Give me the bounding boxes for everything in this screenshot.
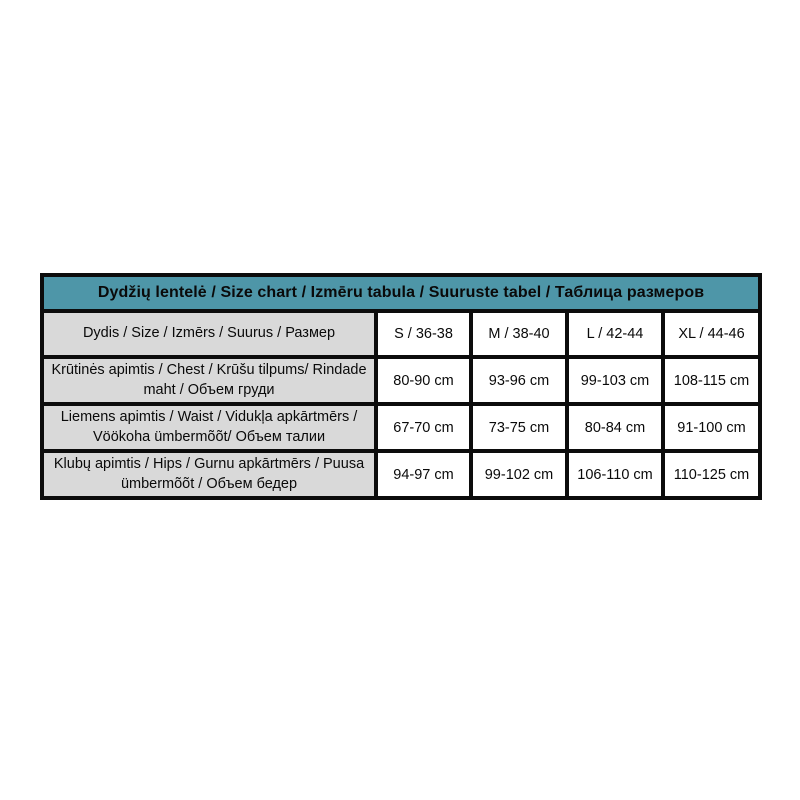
size-cell-m: M / 38-40 [471, 311, 567, 357]
row-label-hips: Klubų apimtis / Hips / Gurnu apkārtmērs / Puusa ümbermõõt / Объем бедер [42, 451, 376, 498]
table-row-chest [42, 357, 760, 404]
size-cell-xl: XL / 44-46 [663, 311, 760, 357]
chest-value-xl: 108-115 cm [663, 357, 760, 404]
waist-value-s: 67-70 cm [376, 404, 471, 451]
chest-value-m: 93-96 cm [471, 357, 567, 404]
row-label-waist: Liemens apimtis / Waist / Vidukļa apkārtmērs / Vöökoha ümbermõõt/ Объем талии [42, 404, 376, 451]
waist-value-m: 73-75 cm [471, 404, 567, 451]
hips-value-l: 106-110 cm [567, 451, 663, 498]
row-label-chest: Krūtinės apimtis / Chest / Krūšu tilpums/ Rindade maht / Объем груди [42, 357, 376, 404]
table-row-hips [42, 451, 760, 498]
chest-value-s: 80-90 cm [376, 357, 471, 404]
chest-value-l: 99-103 cm [567, 357, 663, 404]
table-title-row [42, 275, 760, 311]
size-row-label: Dydis / Size / Izmērs / Suurus / Размер [42, 311, 376, 357]
hips-value-s: 94-97 cm [376, 451, 471, 498]
hips-value-m: 99-102 cm [471, 451, 567, 498]
hips-value-xl: 110-125 cm [663, 451, 760, 498]
size-cell-l: L / 42-44 [567, 311, 663, 357]
table-row-waist [42, 404, 760, 451]
size-header-row [42, 311, 760, 357]
waist-value-l: 80-84 cm [567, 404, 663, 451]
table-title: Dydžių lentelė / Size chart / Izmēru tabula / Suuruste tabel / Таблица размеров [42, 275, 760, 311]
size-cell-s: S / 36-38 [376, 311, 471, 357]
waist-value-xl: 91-100 cm [663, 404, 760, 451]
size-chart-table [40, 273, 762, 500]
